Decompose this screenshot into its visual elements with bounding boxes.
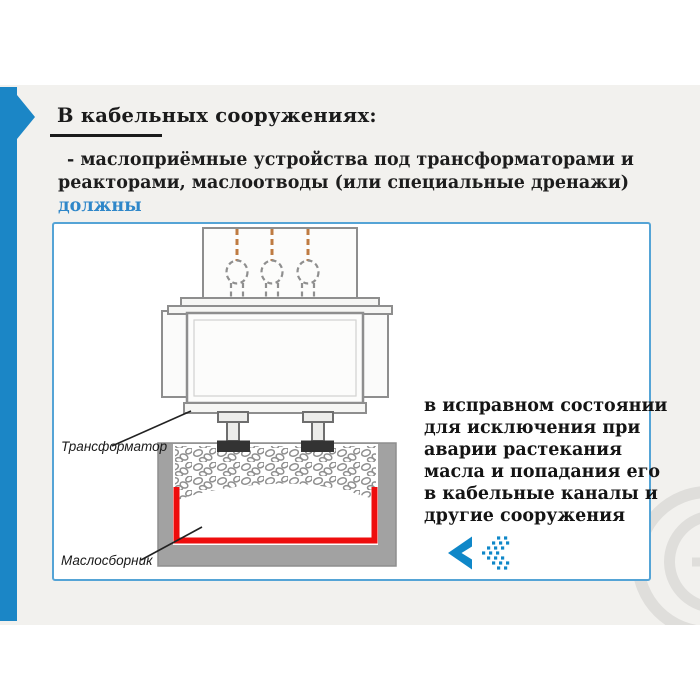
transformer-feet [218,412,333,441]
note-line: масла и попадания его [424,462,661,482]
oil-pit [158,441,396,567]
support-pad [217,441,250,453]
chevron-logo-icon [448,536,509,569]
note-line: для исключения при [424,418,641,438]
support-pad [301,441,334,453]
title-underline [50,134,162,137]
oil-collector-label: Маслосборник [61,553,153,568]
note-line: в исправном состоянии [424,396,668,416]
note-line: другие сооружения [424,506,625,526]
left-accent-bar [0,87,17,621]
left-accent-arrow-icon [17,95,35,139]
note-line: в кабельные каналы и [424,484,658,504]
transformer-figure [162,228,392,441]
note-text [424,395,667,527]
note-line: аварии растекания [424,440,623,460]
paragraph-line-2: реакторами, маслоотводы (или специальные дренажи) должны [58,173,630,216]
page-title: В кабельных сооружениях: [57,104,377,127]
transformer-label: Трансформатор [61,439,168,454]
dotted-chevron [482,536,509,569]
paragraph-line-1: - маслоприёмные устройства под трансформаторами и [67,150,634,170]
